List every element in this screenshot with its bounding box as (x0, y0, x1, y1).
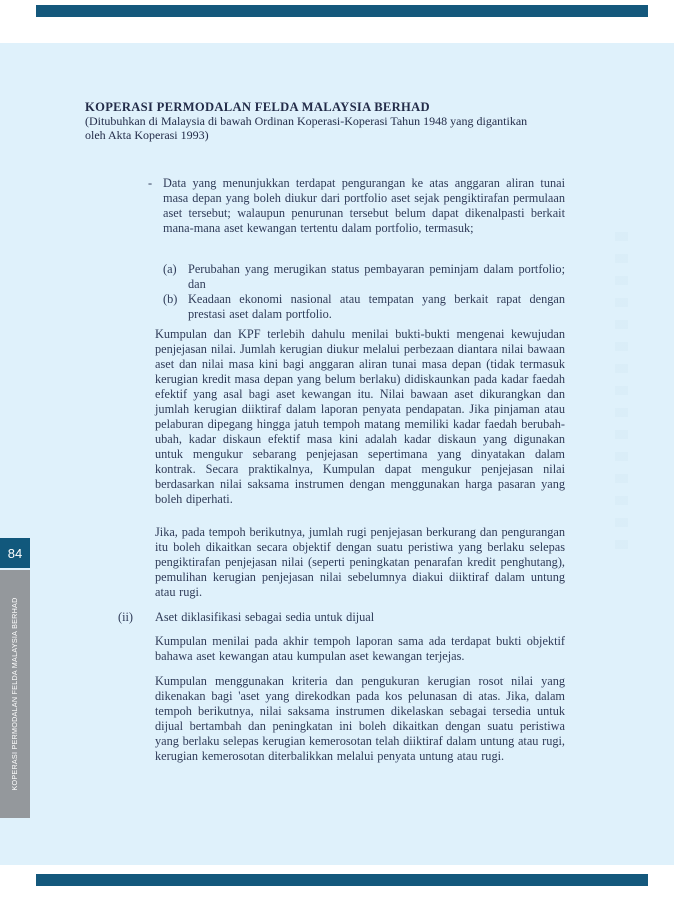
list-item-b-label: (b) (163, 292, 178, 306)
bullet-dash-marker: - (148, 176, 153, 190)
list-item-a-label: (a) (163, 262, 177, 276)
paragraph-afs-assessment: Kumpulan menilai pada akhir tempoh laporan sama ada terdapat bukti objektif bahawa aset kewangan atau kumpulan aset kewangan terjejas. (155, 634, 565, 663)
section-item-ii-heading: Aset diklasifikasi sebagai sedia untuk dijual (155, 610, 375, 624)
bullet-text: Data yang menunjukkan terdapat pengurangan ke atas anggaran aliran tunai masa depan yang boleh diukur dari portfolio aset sejak pengiktirafan permulaan aset tersebut; walaupun penurunan tersebut belum dapat dikenalpasti berkait mana-mana aset kewangan tertentu dalam portfolio, termasuk; (163, 176, 565, 235)
scan-ghost-marks (615, 232, 628, 562)
paragraph-impairment-reversal: Jika, pada tempoh berikutnya, jumlah rugi penjejasan berkurang dan pengurangan itu boleh dikaitkan secara objektif dengan suatu peristiwa yang berlaku selepas pengiktirafan penjejasan nilai (seperti peningkatan penarafan kredit penghutang), pemulihan kerugian penjejasan nilai sebelumnya diakui diiktiraf dalam untung atau rugi. (155, 525, 565, 599)
document-header (85, 100, 585, 142)
list-item-b-text: Keadaan ekonomi nasional atau tempatan yang berkait rapat dengan prestasi aset dalam portfolio. (188, 292, 565, 321)
header-subtitle-line1: (Ditubuhkan di Malaysia di bawah Ordinan Koperasi-Koperasi Tahun 1948 yang digantikan (85, 114, 528, 128)
bullet-paragraph (148, 176, 565, 236)
list-item-b (163, 292, 565, 322)
company-title: KOPERASI PERMODALAN FELDA MALAYSIA BERHAD (85, 100, 430, 114)
section-item-ii (118, 610, 565, 625)
paragraph-afs-criteria: Kumpulan menggunakan kriteria dan pengukuran kerugian rosot nilai yang dikenakan bagi 'aset yang direkodkan pada kos pelunasan di atas. Jika, dalam tempoh berikutnya, nilai saksama instrumen dikelaskan sebagai tersedia untuk dijual bertambah dan peningkatan ini boleh dikaitkan dengan suatu peristiwa yang berlaku selepas kerugian kemerosotan telah diiktiraf dalam untung atau rugi, kerugian kemerosotan diterbalikkan melalui penyata untung atau rugi. (155, 674, 565, 763)
top-rule-bar (36, 5, 648, 17)
page-number-badge (0, 538, 30, 568)
bottom-rule-bar (36, 874, 648, 886)
list-item-a-text: Perubahan yang merugikan status pembayaran peminjam dalam portfolio; dan (188, 262, 565, 291)
header-subtitle-line2: oleh Akta Koperasi 1993) (85, 127, 209, 142)
sidebar-company-label: KOPERASI PERMODALAN FELDA MALAYSIA BERHAD (10, 597, 19, 791)
section-item-ii-label: (ii) (118, 610, 134, 624)
page-number: 84 (7, 545, 23, 561)
paragraph-impairment-measurement: Kumpulan dan KPF terlebih dahulu menilai bukti-bukti mengenai kewujudan penjejasan nilai. Jumlah kerugian diukur melalui perbezaan diantara nilai bawaan aset dan nilai masa kini bagi anggaran aliran tunai masa depan (tidak termasuk kerugian kredit masa depan yang belum berlaku) didiskaunkan pada kadar faedah efektif yang asal bagi aset kewangan itu. Nilai bawaan aset dikurangkan dan jumlah kerugian diiktiraf dalam laporan penyata pendapatan. Jika pinjaman atau pelaburan dipegang hingga jatuh tempoh matang memiliki kadar faedah berubah-ubah, kadar diskaun efektif masa kini adalah kadar diskaun yang digunakan untuk mengukur sebarang penjejasan sepertimana yang dinyatakan dalam kontrak. Secara praktikalnya, Kumpulan dapat mengukur penjejasan nilai berdasarkan nilai saksama instrumen dengan menggunakan harga pasaran yang boleh diperhati. (155, 327, 565, 506)
list-item-a (163, 262, 565, 292)
